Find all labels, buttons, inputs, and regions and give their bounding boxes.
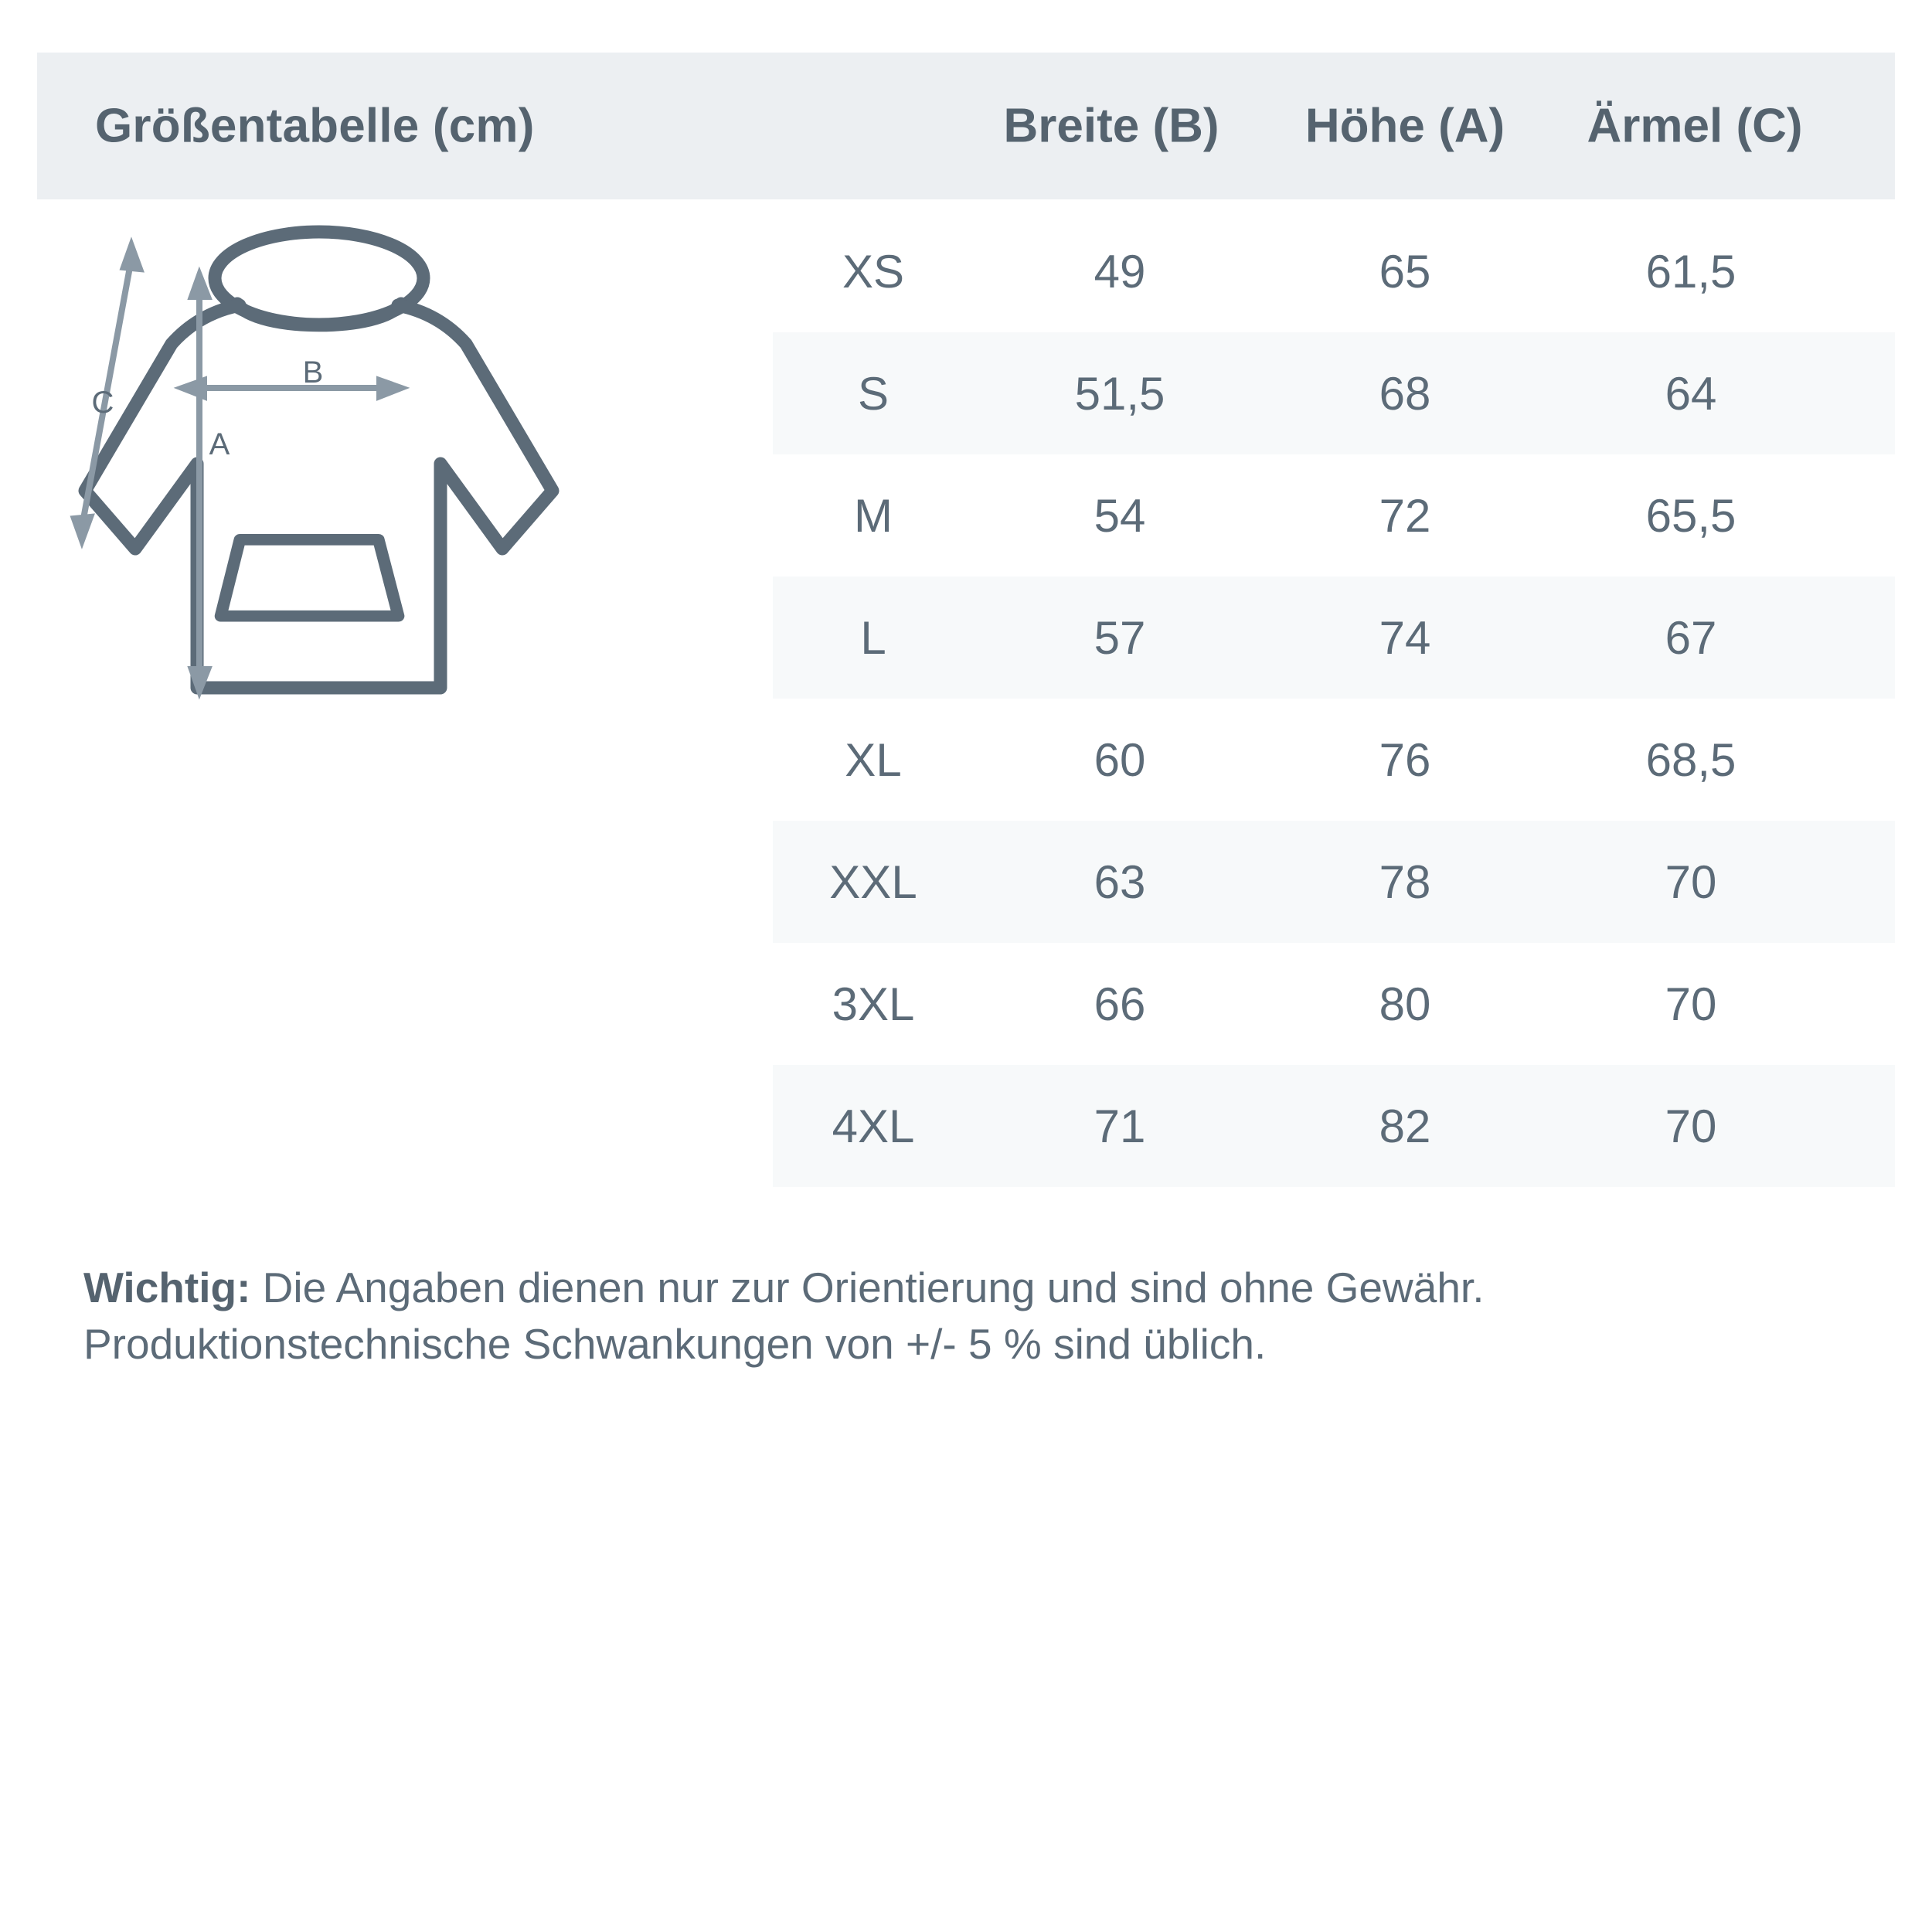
cell-hoehe: 78 [1379, 855, 1431, 908]
cell-aermel: 64 [1665, 367, 1717, 420]
header-col-breite: Breite (B) [1003, 99, 1219, 153]
cell-breite: 63 [1094, 855, 1146, 908]
cell-size: XS [842, 245, 905, 298]
cell-hoehe: 74 [1379, 611, 1431, 664]
cell-size: 3XL [832, 978, 915, 1030]
cell-aermel: 68,5 [1645, 733, 1736, 786]
cell-breite: 54 [1094, 489, 1146, 542]
table-row [773, 454, 1895, 577]
cell-size: XXL [829, 855, 917, 908]
cell-hoehe: 72 [1379, 489, 1431, 542]
cell-hoehe: 76 [1379, 733, 1431, 786]
cell-size: L [860, 611, 886, 664]
table-row [773, 821, 1895, 943]
cell-aermel: 67 [1665, 611, 1717, 664]
diagram-label-a: A [209, 427, 230, 461]
disclaimer-line1: Die Angaben dienen nur zur Orientierung und sind ohne Gewähr. [250, 1264, 1485, 1311]
table-row [773, 1065, 1895, 1187]
page-title: Größentabelle (cm) [95, 99, 535, 153]
disclaimer-note [83, 1260, 1861, 1372]
cell-hoehe: 80 [1379, 978, 1431, 1030]
header-band [37, 53, 1895, 199]
hoodie-measurement-icon [54, 224, 773, 842]
table-row [773, 577, 1895, 699]
diagram-label-b: B [302, 355, 324, 389]
header-col-aermel: Ärmel (C) [1587, 99, 1803, 153]
disclaimer-line2: Produktionstechnische Schwankungen von +/- 5 % sind üblich. [83, 1319, 1267, 1368]
size-table [773, 210, 1895, 1187]
table-row [773, 210, 1895, 332]
hoodie-diagram [54, 224, 773, 842]
cell-breite: 57 [1094, 611, 1146, 664]
cell-aermel: 61,5 [1645, 245, 1736, 298]
header-column-labels [818, 99, 1900, 154]
cell-breite: 49 [1094, 245, 1146, 298]
cell-breite: 66 [1094, 978, 1146, 1030]
cell-hoehe: 68 [1379, 367, 1431, 420]
diagram-label-c: C [91, 386, 114, 420]
cell-aermel: 70 [1665, 1100, 1717, 1152]
cell-size: M [854, 489, 893, 542]
table-row [773, 943, 1895, 1065]
disclaimer-lead: Wichtig: [83, 1264, 251, 1311]
cell-aermel: 70 [1665, 855, 1717, 908]
cell-aermel: 70 [1665, 978, 1717, 1030]
cell-hoehe: 65 [1379, 245, 1431, 298]
table-row [773, 332, 1895, 454]
table-row [773, 699, 1895, 821]
cell-size: 4XL [832, 1100, 915, 1152]
cell-breite: 51,5 [1074, 367, 1165, 420]
header-col-hoehe: Höhe (A) [1304, 99, 1505, 153]
cell-size: S [857, 367, 889, 420]
cell-breite: 71 [1094, 1100, 1146, 1152]
cell-aermel: 65,5 [1645, 489, 1736, 542]
cell-hoehe: 82 [1379, 1100, 1431, 1152]
cell-breite: 60 [1094, 733, 1146, 786]
cell-size: XL [845, 733, 902, 786]
